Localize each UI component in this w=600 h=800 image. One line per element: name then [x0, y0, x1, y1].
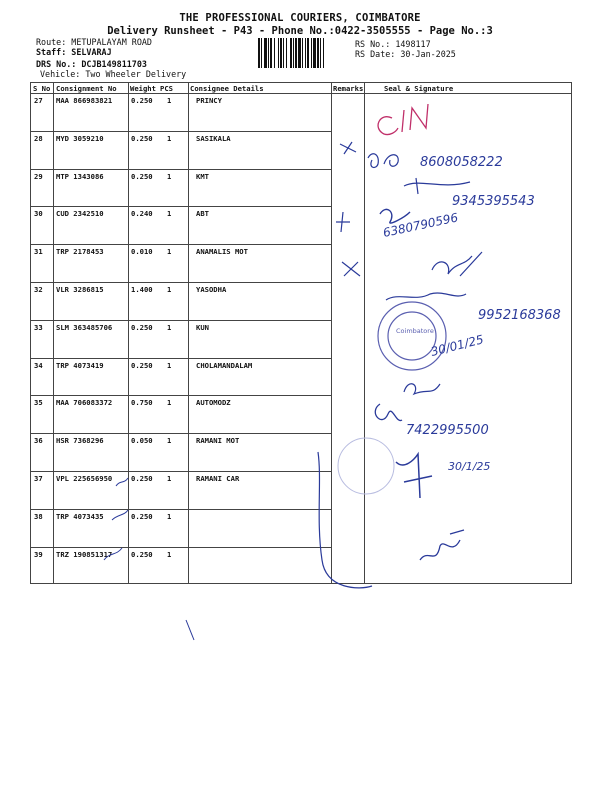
row-sno: 27 — [34, 96, 43, 105]
pen-stroke — [318, 452, 372, 588]
row-consignee: ABT — [196, 209, 209, 219]
row-weight: 0.250 — [131, 511, 153, 521]
signature-row-35 — [404, 384, 440, 394]
row-sno: 35 — [34, 398, 43, 408]
row-consignment: SLM 363485706 — [56, 322, 113, 332]
col-remarks: Remarks — [333, 84, 364, 93]
row-consignee: RAMANI MOT — [196, 436, 240, 446]
row-weight: 0.050 — [131, 436, 153, 446]
row-pcs: 1 — [167, 360, 172, 370]
faint-stamp — [338, 438, 394, 494]
row-weight: 1.400 — [131, 285, 153, 294]
row-consignment: TRZ 190851317 — [56, 549, 113, 559]
row-weight: 0.250 — [131, 96, 153, 105]
row-consignee: SASIKALA — [196, 133, 231, 143]
row-sno: 30 — [34, 209, 43, 219]
drs-label: DRS No.: DCJB149811703 — [36, 59, 147, 69]
row-consignee: PRINCY — [196, 96, 222, 105]
signature-row-31 — [432, 252, 482, 276]
row-weight: 0.250 — [131, 171, 153, 181]
col-weight: Weight — [130, 84, 156, 93]
col-consignment: Consignment No — [56, 84, 117, 93]
remark-mark-30 — [336, 212, 350, 232]
handwritten-date-2: 30/1/25 — [448, 460, 491, 473]
row-sno: 37 — [34, 474, 43, 483]
handwritten-phone-4: 9952168368 — [478, 308, 561, 323]
row-sno: 32 — [34, 285, 43, 294]
handwritten-date-1: 30/01/25 — [429, 332, 486, 359]
col-consignee: Consignee Details — [190, 84, 264, 93]
pen-dash — [186, 620, 194, 640]
row-pcs: 1 — [167, 247, 172, 257]
row-consignment: VLR 3286815 — [56, 285, 104, 294]
row-sno: 36 — [34, 436, 43, 446]
row-consignee: AUTOMODZ — [196, 398, 231, 408]
handwritten-phone-3: 6380790596 — [381, 210, 460, 240]
row-consignment: HSR 7368296 — [56, 436, 104, 446]
row-pcs: 1 — [167, 209, 172, 219]
row-consignment: VPL 225656950 — [56, 474, 113, 483]
row-pcs: 1 — [167, 511, 172, 521]
row-weight: 0.250 — [131, 360, 153, 370]
row-sno: 38 — [34, 511, 43, 521]
signature-row-32 — [386, 293, 466, 300]
col-signature: Seal & Signature — [384, 84, 454, 93]
row-consignment: CUD 2342510 — [56, 209, 104, 219]
row-consignee: CHOLAMANDALAM — [196, 360, 253, 370]
row-consignment: MAA 866983821 — [56, 96, 113, 105]
row-pcs: 1 — [167, 96, 172, 105]
signature-row-27 — [378, 104, 428, 135]
remark-mark-28 — [340, 142, 356, 154]
row-weight: 0.240 — [131, 209, 153, 219]
row-weight: 0.010 — [131, 247, 153, 257]
row-weight: 0.250 — [131, 549, 153, 559]
row-pcs: 1 — [167, 398, 172, 408]
row-consignee: YASODHA — [196, 285, 227, 294]
handwritten-phone-1: 8608058222 — [420, 155, 503, 170]
company-title: THE PROFESSIONAL COURIERS, COIMBATORE — [179, 12, 421, 24]
row-consignee: RAMANI CAR — [196, 474, 240, 483]
row-pcs: 1 — [167, 474, 172, 483]
row-sno: 29 — [34, 171, 43, 181]
signature-row-29 — [404, 178, 470, 194]
row-consignee: KMT — [196, 171, 209, 181]
row-pcs: 1 — [167, 133, 172, 143]
row-pcs: 1 — [167, 549, 172, 559]
signature-row-28 — [368, 154, 398, 168]
vehicle-label: Vehicle: Two Wheeler Delivery — [40, 69, 187, 79]
row-sno: 34 — [34, 360, 43, 370]
weight-tick-marks — [104, 478, 128, 560]
row-weight: 0.250 — [131, 133, 153, 143]
row-consignment: TRP 2178453 — [56, 247, 104, 257]
signature-row-39 — [420, 530, 464, 560]
row-consignment: MTP 1343086 — [56, 171, 104, 181]
row-sno: 31 — [34, 247, 43, 257]
row-pcs: 1 — [167, 322, 172, 332]
row-sno: 39 — [34, 549, 43, 559]
signature-row-37 — [396, 454, 432, 498]
remark-mark-31 — [342, 262, 360, 276]
row-pcs: 1 — [167, 171, 172, 181]
row-consignment: TRP 4073435 — [56, 511, 104, 521]
row-pcs: 1 — [167, 285, 172, 294]
staff-label: Staff: SELVARAJ — [36, 47, 112, 57]
handwritten-phone-2: 9345395543 — [452, 194, 535, 209]
rs-no: RS No.: 1498117 — [355, 39, 431, 49]
row-consignment: TRP 4073419 — [56, 360, 104, 370]
runsheet-subtitle: Delivery Runsheet - P43 - Phone No.:0422-3505555 - Page No.:3 — [107, 25, 493, 37]
row-pcs: 1 — [167, 436, 172, 446]
row-sno: 28 — [34, 133, 43, 143]
row-weight: 0.750 — [131, 398, 153, 408]
seal-stamp-text: Coimbatore — [396, 327, 434, 335]
signature-row-36 — [375, 404, 402, 421]
row-weight: 0.250 — [131, 474, 153, 483]
row-consignment: MAA 706083372 — [56, 398, 113, 408]
route-label: Route: METUPALAYAM ROAD — [36, 37, 152, 47]
rs-date: RS Date: 30-Jan-2025 — [355, 49, 456, 59]
col-pcs: PCS — [160, 84, 173, 93]
col-sno: S No — [33, 84, 51, 93]
row-consignee: ANAMALIS MOT — [196, 247, 248, 257]
row-consignment: MYD 3059210 — [56, 133, 104, 143]
row-weight: 0.250 — [131, 322, 153, 332]
handwritten-phone-5: 7422995500 — [406, 423, 489, 438]
row-sno: 33 — [34, 322, 43, 332]
seal-stamp — [378, 302, 446, 370]
row-consignee: KUN — [196, 322, 209, 332]
